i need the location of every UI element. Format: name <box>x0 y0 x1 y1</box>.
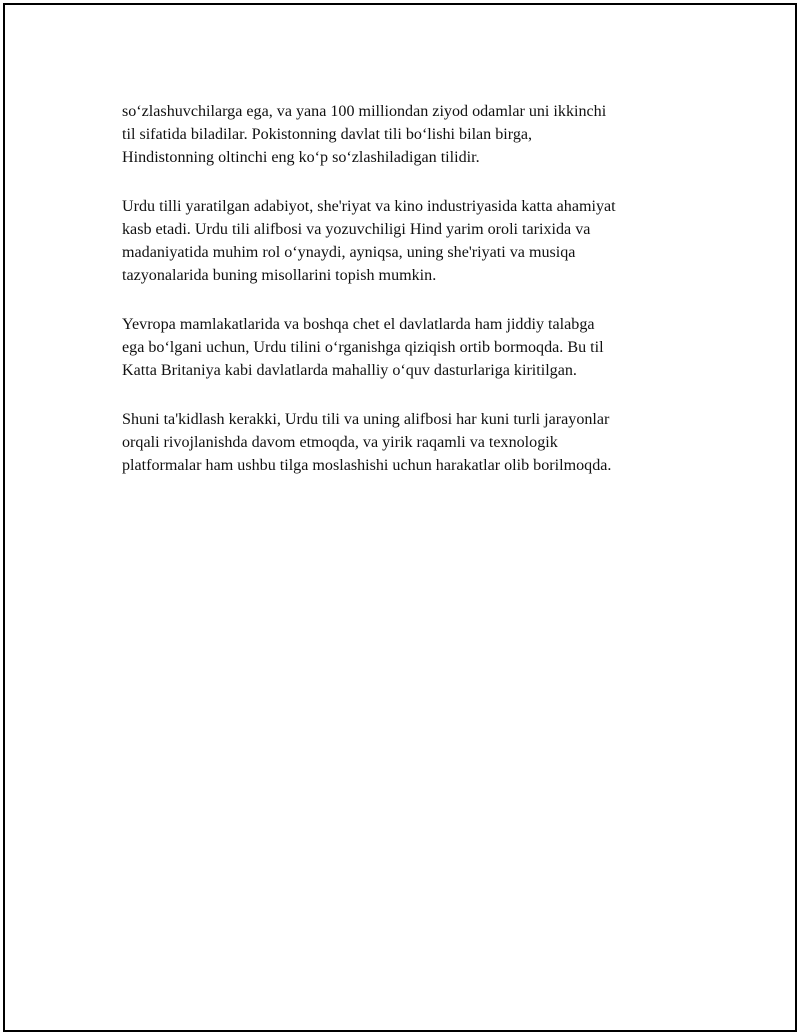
text-line: Katta Britaniya kabi davlatlarda mahalliy o‘quv dasturlariga kiritilgan. <box>122 362 577 379</box>
text-line: so‘zlashuvchilarga ega, va yana 100 milliondan ziyod odamlar uni ikkinchi <box>122 103 607 120</box>
text-line: tazyonalarida buning misollarini topish mumkin. <box>122 267 437 284</box>
text-line: madaniyatida muhim rol o‘ynaydi, ayniqsa, uning she'riyati va musiqa <box>122 244 576 261</box>
paragraph-2 <box>122 195 702 287</box>
paragraph-1 <box>122 100 702 169</box>
paragraph-3 <box>122 313 702 382</box>
text-line: ega bo‘lgani uchun, Urdu tilini o‘rganishga qiziqish ortib bormoqda. Bu til <box>122 339 604 356</box>
text-line: Hindistonning oltinchi eng ko‘p so‘zlashiladigan tilidir. <box>122 149 480 166</box>
text-line: til sifatida biladilar. Pokistonning davlat tili bo‘lishi bilan birga, <box>122 126 533 143</box>
text-line: platformalar ham ushbu tilga moslashishi uchun harakatlar olib borilmoqda. <box>122 457 612 474</box>
document-body <box>122 100 702 503</box>
text-line: kasb etadi. Urdu tili alifbosi va yozuvchiligi Hind yarim oroli tarixida va <box>122 221 591 238</box>
text-line: Yevropa mamlakatlarida va boshqa chet el davlatlarda ham jiddiy talabga <box>122 316 595 333</box>
text-line: orqali rivojlanishda davom etmoqda, va yirik raqamli va texnologik <box>122 434 558 451</box>
text-line: Urdu tilli yaratilgan adabiyot, she'riyat va kino industriyasida katta ahamiyat <box>122 198 616 215</box>
text-line: Shuni ta'kidlash kerakki, Urdu tili va uning alifbosi har kuni turli jarayonlar <box>122 411 610 428</box>
page-frame <box>3 3 797 1032</box>
paragraph-4 <box>122 408 702 477</box>
